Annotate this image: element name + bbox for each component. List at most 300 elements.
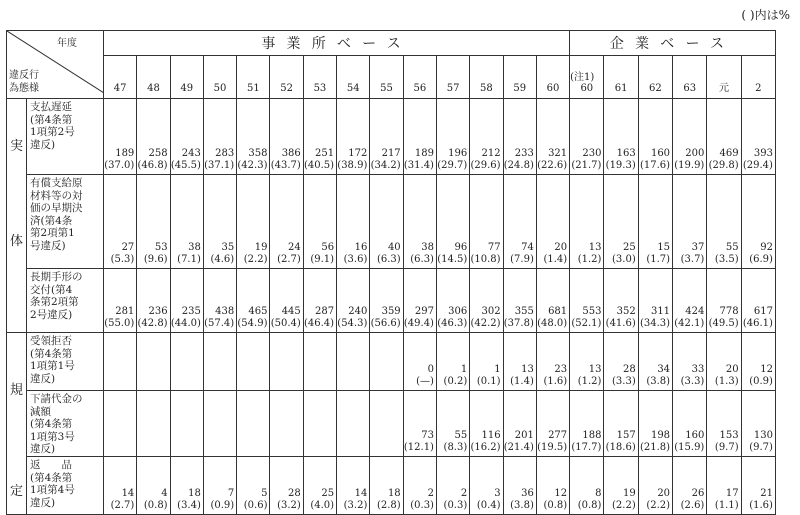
count-value: 283 <box>215 148 235 159</box>
value-cell <box>741 269 775 333</box>
row-label-cell <box>27 269 104 333</box>
value-cell <box>570 269 604 333</box>
percent-value: (12.1) <box>403 442 434 453</box>
count-value: 130 <box>753 430 773 441</box>
year-header-cell <box>104 56 137 99</box>
value-cell <box>137 175 170 269</box>
value-cell <box>604 269 638 333</box>
empty-cell <box>104 333 137 391</box>
percent-value: (2.7) <box>110 500 135 511</box>
empty-cell <box>203 391 236 457</box>
percent-value: (1.1) <box>714 500 739 511</box>
value-cell <box>673 333 707 391</box>
value-cell <box>436 175 469 269</box>
value-cell <box>503 269 536 333</box>
row-label-line: 下請代金の <box>30 393 83 405</box>
percent-value: (8.3) <box>443 442 468 453</box>
empty-cell <box>170 391 203 457</box>
count-value: 20 <box>657 488 671 499</box>
year-header-cell <box>570 56 604 99</box>
count-value: 40 <box>387 242 401 253</box>
value-cell <box>403 175 436 269</box>
percent-value: (18.6) <box>605 442 636 453</box>
count-value: 469 <box>719 148 739 159</box>
percent-value: (43.7) <box>270 160 301 171</box>
percent-value: (1.6) <box>543 376 568 387</box>
value-cell <box>270 175 303 269</box>
count-value: 5 <box>261 488 268 499</box>
year-label: 54 <box>346 83 360 94</box>
count-value: 4 <box>161 488 168 499</box>
value-cell <box>403 99 436 175</box>
count-value: 160 <box>685 430 705 441</box>
row-label-line: (第4条第 <box>30 471 73 484</box>
value-cell <box>604 391 638 457</box>
row-label-line: 長期手形の <box>30 271 83 283</box>
value-cell <box>370 269 403 333</box>
value-cell <box>604 333 638 391</box>
value-cell <box>470 391 503 457</box>
violations-table <box>6 30 776 515</box>
percent-value: (3.2) <box>277 500 301 511</box>
count-value: 198 <box>650 430 671 441</box>
year-header-cell <box>503 56 536 99</box>
count-value: 189 <box>115 148 135 159</box>
row-label-line: 価の早期決 <box>30 202 83 214</box>
row-label-line: 受領拒否 <box>30 335 72 347</box>
percent-value: (34.3) <box>639 318 671 329</box>
empty-cell <box>370 333 403 391</box>
count-value: 236 <box>148 306 168 317</box>
year-header-cell <box>270 56 303 99</box>
percent-value: (42.1) <box>674 318 705 329</box>
year-header-cell <box>370 56 403 99</box>
percent-value: (9.1) <box>310 254 335 265</box>
value-cell <box>638 175 672 269</box>
count-value: 55 <box>725 242 739 253</box>
count-value: 201 <box>514 430 534 441</box>
percent-value: (45.5) <box>170 160 201 171</box>
row-label-line: 有償支給原 <box>30 177 83 189</box>
row-label-line: 材料等の対 <box>30 189 83 202</box>
value-cell <box>370 175 403 269</box>
value-cell <box>237 269 270 333</box>
value-cell <box>673 391 707 457</box>
value-cell <box>570 99 604 175</box>
percent-value: (37.8) <box>503 318 534 329</box>
percent-value: (2.6) <box>680 500 705 511</box>
count-value: 14 <box>121 488 135 499</box>
count-value: 189 <box>414 148 434 159</box>
value-cell <box>536 99 569 175</box>
value-cell <box>638 333 672 391</box>
count-value: 21 <box>760 488 773 499</box>
percent-value: (29.7) <box>437 160 468 171</box>
count-value: 157 <box>616 430 636 441</box>
value-cell <box>604 175 638 269</box>
row-label-cell <box>27 391 104 457</box>
percent-value: (42.2) <box>470 318 501 329</box>
count-value: 302 <box>481 306 501 317</box>
percent-value: (52.1) <box>571 318 602 329</box>
count-value: 196 <box>448 148 468 159</box>
value-cell <box>104 99 137 175</box>
year-header-cell <box>403 56 436 99</box>
empty-cell <box>270 333 303 391</box>
value-cell <box>403 391 436 457</box>
group-char: 体 <box>9 234 23 249</box>
year-header-cell <box>604 56 638 99</box>
row-label-line: (第4条第 <box>30 347 73 360</box>
percent-value: (4.0) <box>310 500 335 511</box>
value-cell <box>237 175 270 269</box>
year-axis-label: 年度 <box>57 38 77 49</box>
count-value: 19 <box>623 488 636 499</box>
percent-value: (3.8) <box>510 500 534 511</box>
count-value: 1 <box>494 364 501 375</box>
value-cell <box>673 269 707 333</box>
count-value: 281 <box>115 306 135 317</box>
percent-value: (0.8) <box>543 500 568 511</box>
empty-cell <box>237 391 270 457</box>
percent-value: (1.2) <box>577 376 602 387</box>
percent-value: (0.1) <box>476 376 501 387</box>
percent-value: (19.3) <box>605 160 636 171</box>
value-cell <box>337 175 370 269</box>
note1-label: (注1) <box>570 72 595 83</box>
count-value: 287 <box>314 306 335 317</box>
count-value: 424 <box>685 306 705 317</box>
percent-value: (0.2) <box>443 376 468 387</box>
row-label-line: 返 品 <box>30 459 72 471</box>
value-cell <box>673 457 707 515</box>
percent-value: (9.6) <box>143 254 168 265</box>
percent-value: (42.8) <box>137 318 168 329</box>
year-header-cell <box>741 56 775 99</box>
count-value: 96 <box>454 242 468 253</box>
enterprise-basis-header: 企業ベース <box>570 31 776 56</box>
percent-value: (0.6) <box>243 500 268 511</box>
value-cell <box>170 457 203 515</box>
percent-value: (3.6) <box>343 254 368 265</box>
count-value: 778 <box>719 306 739 317</box>
percent-value: (24.8) <box>503 160 534 171</box>
count-value: 13 <box>588 364 602 375</box>
value-cell <box>638 457 672 515</box>
count-value: 230 <box>582 148 602 159</box>
percent-value: (0.8) <box>143 500 168 511</box>
percent-value: (1.6) <box>749 500 773 511</box>
count-value: 8 <box>595 488 602 499</box>
value-cell <box>707 391 741 457</box>
percent-value: (19.9) <box>674 160 705 171</box>
value-cell <box>104 175 137 269</box>
year-label: 60 <box>580 83 594 94</box>
value-cell <box>170 269 203 333</box>
value-cell <box>470 333 503 391</box>
row-label-line: 違反) <box>30 372 56 385</box>
value-cell <box>203 175 236 269</box>
value-cell <box>570 333 604 391</box>
year-label: 53 <box>313 83 327 94</box>
value-cell <box>638 391 672 457</box>
percent-value: (1.4) <box>543 254 568 265</box>
year-header-cell <box>337 56 370 99</box>
header-row-years <box>7 56 776 99</box>
percent-value: (56.6) <box>370 318 401 329</box>
count-value: 2 <box>427 488 434 499</box>
percent-value: (3.4) <box>177 500 201 511</box>
value-cell <box>137 99 170 175</box>
empty-cell <box>303 333 336 391</box>
empty-cell <box>170 333 203 391</box>
year-label: 2 <box>755 83 762 94</box>
percent-value: (3.8) <box>646 376 671 387</box>
establishment-basis-header: 事業所ベース <box>104 31 570 56</box>
percent-value: (0.9) <box>210 500 235 511</box>
percent-value: (1.3) <box>714 376 739 387</box>
percent-value: (—) <box>416 376 434 387</box>
percent-value: (40.5) <box>304 160 335 171</box>
row-label-line: 1項第1号 <box>30 360 75 372</box>
year-label: 59 <box>513 83 527 94</box>
value-cell <box>536 391 569 457</box>
count-value: 233 <box>514 148 534 159</box>
percent-value: (46.8) <box>137 160 168 171</box>
percent-value: (3.3) <box>680 376 705 387</box>
year-header-cell <box>638 56 672 99</box>
year-header-cell <box>203 56 236 99</box>
count-value: 172 <box>348 148 368 159</box>
row-label-line: 第2項第1 <box>30 227 75 239</box>
count-value: 352 <box>616 306 636 317</box>
count-value: 359 <box>381 306 401 317</box>
percent-value: (17.7) <box>571 442 602 453</box>
value-cell <box>303 175 336 269</box>
empty-cell <box>104 391 137 457</box>
count-value: 74 <box>521 242 534 253</box>
count-value: 200 <box>685 148 705 159</box>
table-row <box>7 457 776 515</box>
percent-value: (37.1) <box>204 160 235 171</box>
percent-value: (2.7) <box>277 254 301 265</box>
count-value: 12 <box>760 364 773 375</box>
percent-value: (4.6) <box>210 254 235 265</box>
value-cell <box>503 175 536 269</box>
count-value: 258 <box>148 148 168 159</box>
count-value: 297 <box>414 306 434 317</box>
count-value: 28 <box>623 364 636 375</box>
percent-value: (50.4) <box>270 318 301 329</box>
row-label-line: 1項第4号 <box>30 484 75 496</box>
percent-value: (1.7) <box>646 254 671 265</box>
count-value: 116 <box>481 430 501 441</box>
value-cell <box>137 457 170 515</box>
table-row <box>7 333 776 391</box>
row-label-line: 減額 <box>30 405 51 418</box>
value-cell <box>170 175 203 269</box>
year-header-cell <box>707 56 741 99</box>
count-value: 38 <box>188 242 201 253</box>
group-label-jittai <box>7 99 27 333</box>
percent-value: (21.4) <box>503 442 534 453</box>
count-value: 306 <box>448 306 468 317</box>
header-row-bases <box>7 31 776 56</box>
count-value: 311 <box>650 306 671 317</box>
year-header-cell <box>436 56 469 99</box>
count-value: 73 <box>421 430 434 441</box>
value-cell <box>707 333 741 391</box>
value-cell <box>403 333 436 391</box>
count-value: 23 <box>554 364 568 375</box>
row-label-line: 2号違反) <box>30 308 73 321</box>
percent-value: (0.9) <box>749 376 773 387</box>
value-cell <box>741 333 775 391</box>
row-label-line: (第4条第 <box>30 418 73 430</box>
value-cell <box>337 457 370 515</box>
percent-value: (9.7) <box>714 442 739 453</box>
year-header-cell <box>303 56 336 99</box>
year-label: 61 <box>614 83 628 94</box>
percent-value: (0.4) <box>476 500 501 511</box>
value-cell <box>337 269 370 333</box>
empty-cell <box>237 333 270 391</box>
percent-value: (9.7) <box>749 442 773 453</box>
count-value: 465 <box>248 306 268 317</box>
value-cell <box>170 99 203 175</box>
year-header-cell <box>673 56 707 99</box>
count-value: 321 <box>548 148 568 159</box>
group-char: 定 <box>9 484 23 499</box>
value-cell <box>707 175 741 269</box>
value-cell <box>203 269 236 333</box>
count-value: 19 <box>254 242 268 253</box>
value-cell <box>741 175 775 269</box>
value-cell <box>741 391 775 457</box>
percent-value: (49.5) <box>708 318 739 329</box>
count-value: 17 <box>725 488 739 499</box>
row-label-line: 号違反) <box>30 239 66 252</box>
percent-value: (15.9) <box>674 442 705 453</box>
row-label-line: 済(第4条 <box>30 214 73 227</box>
percent-value: (14.5) <box>437 254 468 265</box>
count-value: 277 <box>548 430 568 441</box>
empty-cell <box>370 391 403 457</box>
value-cell <box>303 99 336 175</box>
value-cell <box>604 457 638 515</box>
value-cell <box>237 99 270 175</box>
count-value: 26 <box>691 488 705 499</box>
year-label: 56 <box>413 83 427 94</box>
count-value: 355 <box>514 306 534 317</box>
percent-value: (3.2) <box>343 500 368 511</box>
count-value: 13 <box>521 364 534 375</box>
row-label-line: 違反) <box>30 443 56 455</box>
violations-table-wrapper <box>6 30 776 515</box>
table-row <box>7 269 776 333</box>
year-label: 元 <box>718 83 729 94</box>
value-cell <box>436 457 469 515</box>
value-cell <box>707 99 741 175</box>
year-header-cell <box>170 56 203 99</box>
percent-value: (44.0) <box>170 318 201 329</box>
value-cell <box>536 175 569 269</box>
year-label: 63 <box>683 83 697 94</box>
table-row <box>7 175 776 269</box>
count-value: 56 <box>321 242 335 253</box>
count-value: 20 <box>725 364 739 375</box>
percent-value: (41.6) <box>605 318 636 329</box>
value-cell <box>707 457 741 515</box>
row-label-line: 1項第2号 <box>30 126 75 138</box>
value-cell <box>741 99 775 175</box>
unit-note: ( )内は% <box>741 8 790 22</box>
count-value: 33 <box>691 364 705 375</box>
percent-value: (1.4) <box>510 376 534 387</box>
count-value: 358 <box>248 148 268 159</box>
year-label: 58 <box>480 83 493 94</box>
percent-value: (0.8) <box>577 500 602 511</box>
year-label: 48 <box>147 83 160 94</box>
percent-value: (29.6) <box>470 160 501 171</box>
corner-header-cell <box>7 31 104 99</box>
empty-cell <box>337 391 370 457</box>
percent-value: (6.9) <box>749 254 773 265</box>
group-label-kitei <box>7 333 27 515</box>
value-cell <box>370 457 403 515</box>
count-value: 13 <box>588 242 602 253</box>
value-cell <box>503 99 536 175</box>
percent-value: (55.0) <box>104 318 135 329</box>
count-value: 25 <box>623 242 636 253</box>
percent-value: (31.4) <box>403 160 434 171</box>
count-value: 235 <box>181 306 201 317</box>
percent-value: (21.7) <box>571 160 602 171</box>
value-cell <box>707 269 741 333</box>
percent-value: (6.3) <box>376 254 401 265</box>
count-value: 92 <box>760 242 773 253</box>
count-value: 153 <box>719 430 739 441</box>
violation-label-bottom: 為態様 <box>9 83 39 94</box>
count-value: 14 <box>354 488 368 499</box>
value-cell <box>403 457 436 515</box>
percent-value: (3.0) <box>612 254 636 265</box>
count-value: 681 <box>548 306 568 317</box>
percent-value: (48.0) <box>537 318 568 329</box>
percent-value: (29.4) <box>742 160 773 171</box>
count-value: 55 <box>454 430 468 441</box>
value-cell <box>436 269 469 333</box>
value-cell <box>270 457 303 515</box>
year-header-cell <box>237 56 270 99</box>
percent-value: (2.8) <box>376 500 401 511</box>
percent-value: (46.3) <box>437 318 468 329</box>
value-cell <box>137 269 170 333</box>
count-value: 38 <box>421 242 434 253</box>
percent-value: (38.9) <box>337 160 368 171</box>
count-value: 24 <box>288 242 301 253</box>
percent-value: (37.0) <box>104 160 135 171</box>
year-label: 51 <box>246 83 260 94</box>
row-label-cell <box>27 333 104 391</box>
percent-value: (6.3) <box>410 254 434 265</box>
percent-value: (29.8) <box>708 160 739 171</box>
count-value: 217 <box>381 148 401 159</box>
value-cell <box>604 99 638 175</box>
value-cell <box>470 457 503 515</box>
count-value: 20 <box>554 242 568 253</box>
value-cell <box>104 269 137 333</box>
